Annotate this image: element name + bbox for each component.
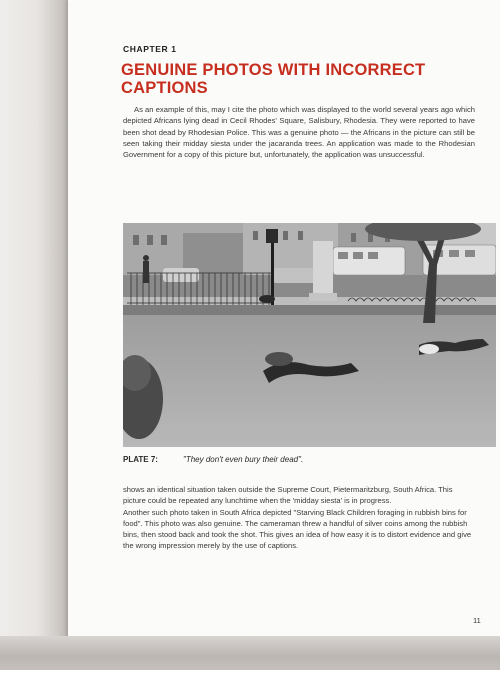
plate-caption-row — [123, 455, 304, 464]
page-number: 11 — [473, 616, 481, 625]
scan-bottom-edge — [0, 636, 500, 687]
photo-illustration — [123, 223, 496, 447]
after-paragraph-2: Another such photo taken in South Africa depicted "Starving Black Children foraging in rubbish bins for food". This photo was also genuine. The cameraman threw a handful of silver coins among the rubbish bins, then stood back and took the shot. This gives an idea of how easy it is to distort evidence and give the wrong impression merely by the use of captions. — [123, 507, 472, 551]
plate-caption: "They don't even bury their dead". — [183, 455, 304, 464]
intro-paragraph: As an example of this, may I cite the photo which was displayed to the world several years ago which depicted Africans lying dead in Cecil Rhodes' Square, Salisbury, Rhodesia. They were reported to have been shot dead by Rhodesian Police. This was a genuine photo — the Africans in the picture can still be seen taking their midday siesta under the jacaranda trees. An application was made to the Rhodesian Government for a copy of this picture but, unfortunately, the application was unsuccessful. — [123, 105, 475, 160]
chapter-title: GENUINE PHOTOS WITH INCORRECT CAPTIONS — [121, 61, 426, 97]
plate-7-photograph — [123, 223, 496, 447]
chapter-label: CHAPTER 1 — [123, 44, 177, 54]
scan-margin — [0, 670, 500, 687]
after-photo-text — [123, 484, 475, 552]
facing-page-edge — [0, 0, 68, 640]
after-paragraph-1: shows an identical situation taken outside the Supreme Court, Pietermaritzburg, South Africa. This picture could be repeated any lunchtime when the 'midday siesta' is in progress. — [123, 485, 453, 506]
plate-label: PLATE 7: — [123, 455, 158, 464]
